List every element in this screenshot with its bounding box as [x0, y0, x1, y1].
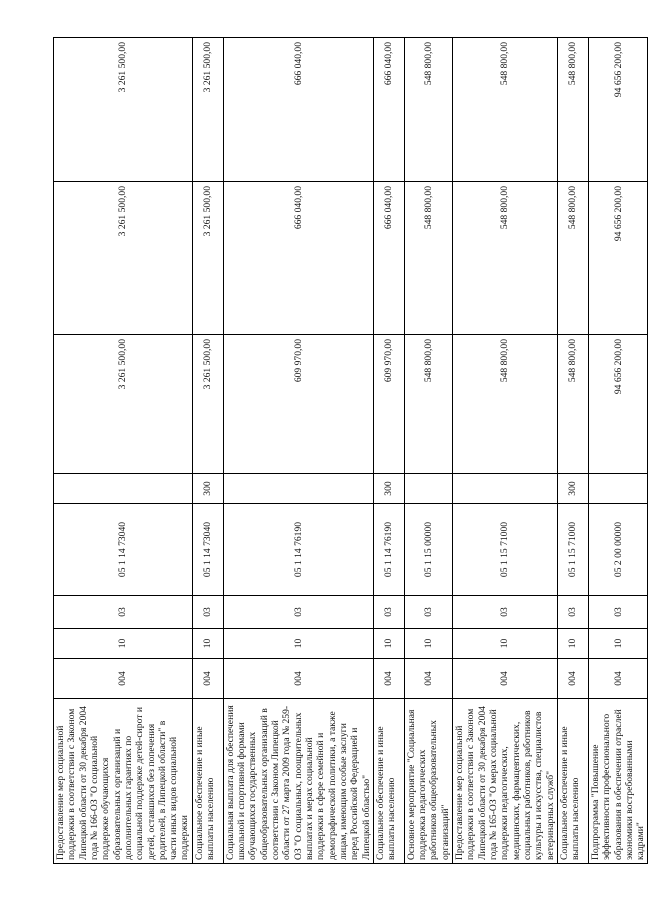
rotated-page	[53, 38, 647, 864]
amount-year-3: 94 656 200,00	[588, 38, 648, 182]
target-article: 05 1 14 76190	[373, 504, 404, 596]
target-article: 05 1 15 00000	[404, 504, 452, 596]
section-code: 10	[192, 629, 223, 659]
amount-year-1: 3 261 500,00	[54, 335, 193, 474]
ministry-code: 004	[54, 659, 193, 699]
table-row	[192, 38, 223, 864]
amount-year-2: 3 261 500,00	[54, 182, 193, 335]
subsection-code: 03	[54, 596, 193, 629]
section-code: 10	[54, 629, 193, 659]
amount-year-2: 94 656 200,00	[588, 182, 648, 335]
row-name: Социальное обеспечение и иные выплаты населению	[192, 699, 223, 864]
expense-type: 300	[557, 474, 588, 504]
section-code: 10	[373, 629, 404, 659]
target-article: 05 1 14 73040	[54, 504, 193, 596]
row-name: Социальная выплата для обеспечения школьной и спортивной формами обучающихся государственных общеобразовательных организаций в соответствии с Законом Липецкой области от 27 марта 2009 года № 259-ОЗ "О социальных, поощрительных выплатах и мерах социальной поддержки в сфере семейной и демографической политики, а также лицам, имеющим особые заслуги перед Российской Федерацией и Липецкой областью"	[223, 699, 373, 864]
table-row	[373, 38, 404, 864]
ministry-code: 004	[373, 659, 404, 699]
amount-year-2: 666 040,00	[223, 182, 373, 335]
subsection-code: 03	[588, 596, 648, 629]
target-article: 05 2 00 00000	[588, 504, 648, 596]
amount-year-3: 3 261 500,00	[192, 38, 223, 182]
ministry-code: 004	[557, 659, 588, 699]
amount-year-3: 3 261 500,00	[54, 38, 193, 182]
amount-year-2: 548 800,00	[404, 182, 452, 335]
subsection-code: 03	[192, 596, 223, 629]
subsection-code: 03	[557, 596, 588, 629]
ministry-code: 004	[223, 659, 373, 699]
target-article: 05 1 14 76190	[223, 504, 373, 596]
amount-year-2: 666 040,00	[373, 182, 404, 335]
expense-type	[588, 474, 648, 504]
amount-year-1: 548 800,00	[453, 335, 558, 474]
table-row	[588, 38, 648, 864]
row-name: Предоставление мер социальной поддержки в соответствии с Законом Липецкой области от 30 декабря 2004 года № 166-ОЗ "О социальной поддержке обучающихся образовательных организаций и дополнительных гарантиях по социальной поддержке детей-сирот и детей, оставшихся без попечения родителей, в Липецкой области" в части иных видов социальной поддержки	[54, 699, 193, 864]
expense-type	[404, 474, 452, 504]
target-article: 05 1 15 71000	[557, 504, 588, 596]
ministry-code: 004	[453, 659, 558, 699]
expense-type	[453, 474, 558, 504]
subsection-code: 03	[453, 596, 558, 629]
ministry-code: 004	[404, 659, 452, 699]
table-row	[557, 38, 588, 864]
row-name: Социальное обеспечение и иные выплаты населению	[557, 699, 588, 864]
amount-year-1: 548 800,00	[557, 335, 588, 474]
amount-year-1: 94 656 200,00	[588, 335, 648, 474]
amount-year-1: 609 970,00	[373, 335, 404, 474]
amount-year-1: 609 970,00	[223, 335, 373, 474]
row-name: Основное мероприятие "Социальная поддержка педагогических работников общеобразовательных организаций"	[404, 699, 452, 864]
amount-year-3: 548 800,00	[557, 38, 588, 182]
section-code: 10	[404, 629, 452, 659]
table-row	[223, 38, 373, 864]
subsection-code: 03	[373, 596, 404, 629]
ministry-code: 004	[588, 659, 648, 699]
amount-year-1: 548 800,00	[404, 335, 452, 474]
amount-year-3: 666 040,00	[373, 38, 404, 182]
amount-year-2: 3 261 500,00	[192, 182, 223, 335]
amount-year-3: 548 800,00	[453, 38, 558, 182]
subsection-code: 03	[223, 596, 373, 629]
subsection-code: 03	[404, 596, 452, 629]
amount-year-2: 548 800,00	[453, 182, 558, 335]
amount-year-3: 548 800,00	[404, 38, 452, 182]
section-code: 10	[588, 629, 648, 659]
target-article: 05 1 15 71000	[453, 504, 558, 596]
amount-year-3: 666 040,00	[223, 38, 373, 182]
amount-year-1: 3 261 500,00	[192, 335, 223, 474]
expense-type: 300	[192, 474, 223, 504]
row-name: Подпрограмма "Повышение эффективности профессионального образования в обеспечении отраслей экономики востребованными кадрами"	[588, 699, 648, 864]
row-name: Социальное обеспечение и иные выплаты населению	[373, 699, 404, 864]
table-row	[453, 38, 558, 864]
expense-type	[54, 474, 193, 504]
budget-table	[53, 37, 648, 864]
section-code: 10	[453, 629, 558, 659]
target-article: 05 1 14 73040	[192, 504, 223, 596]
amount-year-2: 548 800,00	[557, 182, 588, 335]
row-name: Предоставление мер социальной поддержки в соответствии с Законом Липецкой области от 30 декабря 2004 года № 165-ОЗ "О мерах социальной поддержки педагогических, медицинских, фармацевтических, социальных работников, работников культуры и искусства, специалистов ветеринарных служб"	[453, 699, 558, 864]
section-code: 10	[557, 629, 588, 659]
table-row	[404, 38, 452, 864]
ministry-code: 004	[192, 659, 223, 699]
section-code: 10	[223, 629, 373, 659]
table-row	[54, 38, 193, 864]
expense-type	[223, 474, 373, 504]
expense-type: 300	[373, 474, 404, 504]
